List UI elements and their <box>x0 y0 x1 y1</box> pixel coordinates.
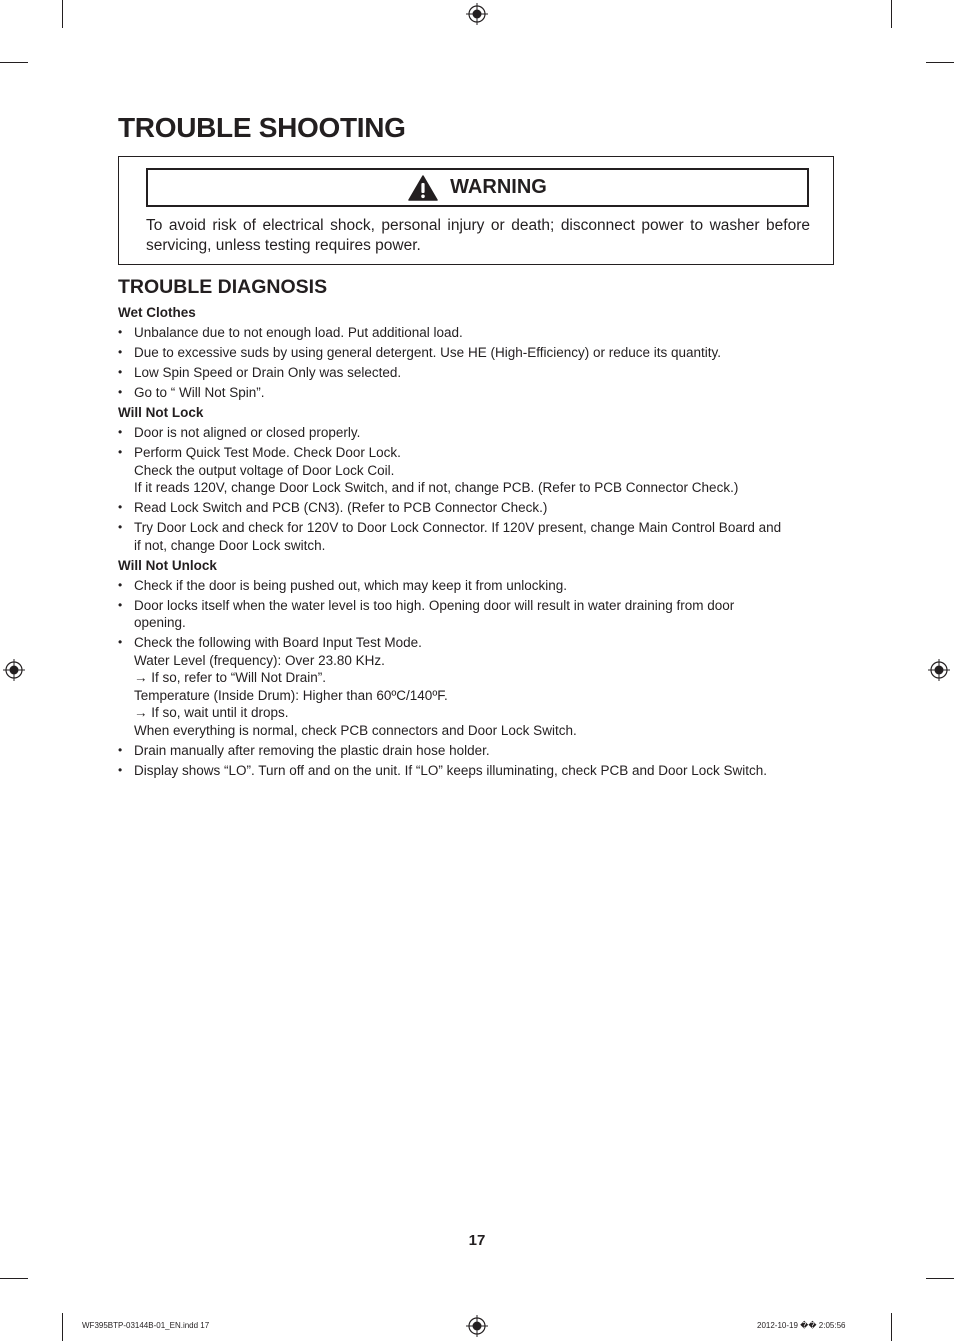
list-item-line: • Low Spin Speed or Drain Only was selected. <box>134 365 402 380</box>
page-title: TROUBLE SHOOTING <box>118 112 406 143</box>
registration-mark-icon <box>466 3 488 25</box>
warning-title: WARNING <box>450 176 547 198</box>
warning-triangle-icon <box>408 175 438 201</box>
footer-file-name: WF395BTP-03144B-01_EN.indd 17 <box>82 1321 210 1330</box>
crop-mark <box>0 1278 28 1279</box>
list-item <box>118 762 838 780</box>
section-title: TROUBLE DIAGNOSIS <box>118 276 328 298</box>
list-item <box>118 424 838 442</box>
list-item-line: • Check the following with Board Input Test Mode. <box>134 635 422 650</box>
crop-mark <box>62 1313 63 1341</box>
list-item-line: • Read Lock Switch and PCB (CN3). (Refer to PCB Connector Check.) <box>134 500 548 515</box>
warning-box <box>118 156 834 265</box>
bullet-list <box>118 577 838 780</box>
footer-timestamp: 2012-10-19 �� 2:05:56 <box>757 1321 846 1330</box>
crop-mark <box>891 1313 892 1341</box>
subsection-title: Wet Clothes <box>118 305 196 320</box>
registration-mark-icon <box>3 659 25 681</box>
bullet-list <box>118 424 838 554</box>
crop-mark <box>926 62 954 63</box>
list-item-line: • Display shows “LO”. Turn off and on the unit. If “LO” keeps illuminating, check PCB and Door Lock Switch. <box>134 762 768 778</box>
list-item-line: When everything is normal, check PCB connectors and Door Lock Switch. <box>134 722 577 738</box>
list-item <box>118 577 838 595</box>
list-item-line: • Door is not aligned or closed properly. <box>134 425 361 440</box>
trouble-diagnosis <box>118 276 838 782</box>
list-item-line: → If so, wait until it drops. <box>134 705 289 720</box>
page-number: 17 <box>468 1232 486 1249</box>
crop-mark <box>891 0 892 28</box>
list-item-line: Temperature (Inside Drum): Higher than 60ºC/140ºF. <box>134 687 448 703</box>
list-item-line: • Door locks itself when the water level is too high. Opening door will result in water draining from door <box>134 597 735 613</box>
list-item <box>118 499 838 517</box>
warning-text: To avoid risk of electrical shock, personal injury or death; disconnect power to washer before servicing, unless testing requires power. <box>146 217 810 254</box>
crop-mark <box>62 0 63 28</box>
registration-mark-icon <box>928 659 950 681</box>
crop-mark <box>926 1278 954 1279</box>
list-item <box>118 519 838 554</box>
diagnosis-sections <box>118 304 838 779</box>
list-item-line: • Due to excessive suds by using general detergent. Use HE (High-Efficiency) or reduce its quantity. <box>134 345 722 360</box>
list-item-line: • Unbalance due to not enough load. Put additional load. <box>134 325 463 340</box>
list-item-line: • Drain manually after removing the plastic drain hose holder. <box>134 742 490 758</box>
list-item-line: Water Level (frequency): Over 23.80 KHz. <box>134 652 385 668</box>
list-item <box>118 364 838 382</box>
list-item <box>118 444 838 497</box>
crop-mark <box>0 62 28 63</box>
list-item <box>118 634 838 739</box>
list-item <box>118 344 838 362</box>
list-item-line: If it reads 120V, change Door Lock Switch, and if not, change PCB. (Refer to PCB Connector Check.) <box>134 480 739 495</box>
warning-header <box>146 168 809 207</box>
registration-mark-icon <box>466 1315 488 1337</box>
list-item-line: Check the output voltage of Door Lock Coil. <box>134 462 395 478</box>
list-item-line: → If so, refer to “Will Not Drain”. <box>134 670 327 685</box>
list-item-line: • Go to “ Will Not Spin”. <box>134 385 265 400</box>
list-item-line: • Perform Quick Test Mode. Check Door Lock. <box>134 445 401 460</box>
list-item <box>118 742 838 760</box>
bullet-list <box>118 324 838 402</box>
list-item <box>118 384 838 402</box>
subsection-title: Will Not Lock <box>118 405 204 420</box>
subsection-title: Will Not Unlock <box>118 557 217 573</box>
list-item-line: if not, change Door Lock switch. <box>134 537 326 553</box>
list-item-line: • Check if the door is being pushed out, which may keep it from unlocking. <box>134 577 567 593</box>
list-item-line: • Try Door Lock and check for 120V to Door Lock Connector. If 120V present, change Main Control Board and <box>134 520 782 535</box>
list-item <box>118 324 838 342</box>
list-item-line: opening. <box>134 615 186 630</box>
list-item <box>118 597 838 632</box>
